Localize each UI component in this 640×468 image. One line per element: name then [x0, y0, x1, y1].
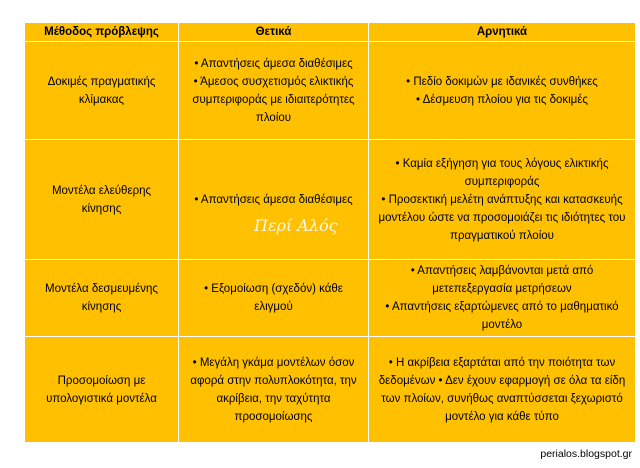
cons-cell	[369, 42, 636, 140]
cons-item: • Απαντήσεις εξαρτώμενες από το μαθηματικό μοντέλο	[385, 301, 619, 331]
table-row	[25, 140, 636, 260]
pros-item: • Απαντήσεις άμεσα διαθέσιμες	[194, 57, 353, 70]
cons-cell	[369, 260, 636, 337]
table-row	[25, 337, 636, 443]
pros-item: • Μεγάλη γκάμα μοντέλων όσον αφορά στην πολυπλοκότητα, την ακρίβεια, την ταχύτητα προσομοίωσης	[190, 356, 357, 423]
pros-item: • Άμεσος συσχετισμός ελικτικής συμπεριφοράς με ιδιαιτερότητες πλοίου	[192, 75, 355, 124]
method-cell: Δοκιμές πραγματικής κλίμακας	[25, 42, 179, 140]
pros-item: • Εξομοίωση (σχεδόν) κάθε ελιγμού	[204, 283, 343, 313]
watermark-text: Περί Αλός	[254, 216, 338, 235]
header-cons: Αρνητικά	[369, 23, 636, 42]
table-row	[25, 260, 636, 337]
header-method: Μέθοδος πρόβλεψης	[25, 23, 179, 42]
method-cell: Μοντέλα δεσμευμένης κίνησης	[25, 260, 179, 337]
cons-cell	[369, 140, 636, 260]
pros-cell	[179, 140, 369, 260]
comparison-table	[24, 22, 636, 443]
pros-cell	[179, 42, 369, 140]
pros-cell	[179, 337, 369, 443]
cons-item: • Η ακρίβεια εξαρτάται από την ποιότητα των δεδομένων • Δεν έχουν εφαρμογή σε όλα τα είδη των πλοίων, συνήθως αναπτύσσεται ξεχωριστό μοντέλο για κάθε τύπο	[378, 356, 626, 423]
method-cell: Μοντέλα ελεύθερης κίνησης	[25, 140, 179, 260]
cons-item: • Δέσμευση πλοίου για τις δοκιμές	[416, 93, 588, 106]
header-pros: Θετικά	[179, 23, 369, 42]
cons-cell	[369, 337, 636, 443]
method-cell: Προσομοίωση με υπολογιστικά μοντέλα	[25, 337, 179, 443]
cons-item: • Προσεκτική μελέτη ανάπτυξης και κατασκευής μοντέλου ώστε να προσομοιάζει τις ιδιότητες του πραγματικού πλοίου	[378, 193, 626, 242]
cons-item: • Απαντήσεις λαμβάνονται μετά από μετεπεξεργασία μετρήσεων	[410, 265, 594, 295]
footer-url: perialos.blogspot.gr	[540, 448, 632, 460]
cons-item: • Πεδίο δοκιμών με ιδανικές συνθήκες	[406, 75, 598, 88]
pros-cell	[179, 260, 369, 337]
table-header-row	[25, 23, 636, 42]
table-row	[25, 42, 636, 140]
pros-item: • Απαντήσεις άμεσα διαθέσιμες	[194, 193, 353, 206]
comparison-table-frame	[24, 22, 635, 443]
cons-item: • Καμία εξήγηση για τους λόγους ελικτικής συμπεριφοράς	[395, 157, 609, 188]
